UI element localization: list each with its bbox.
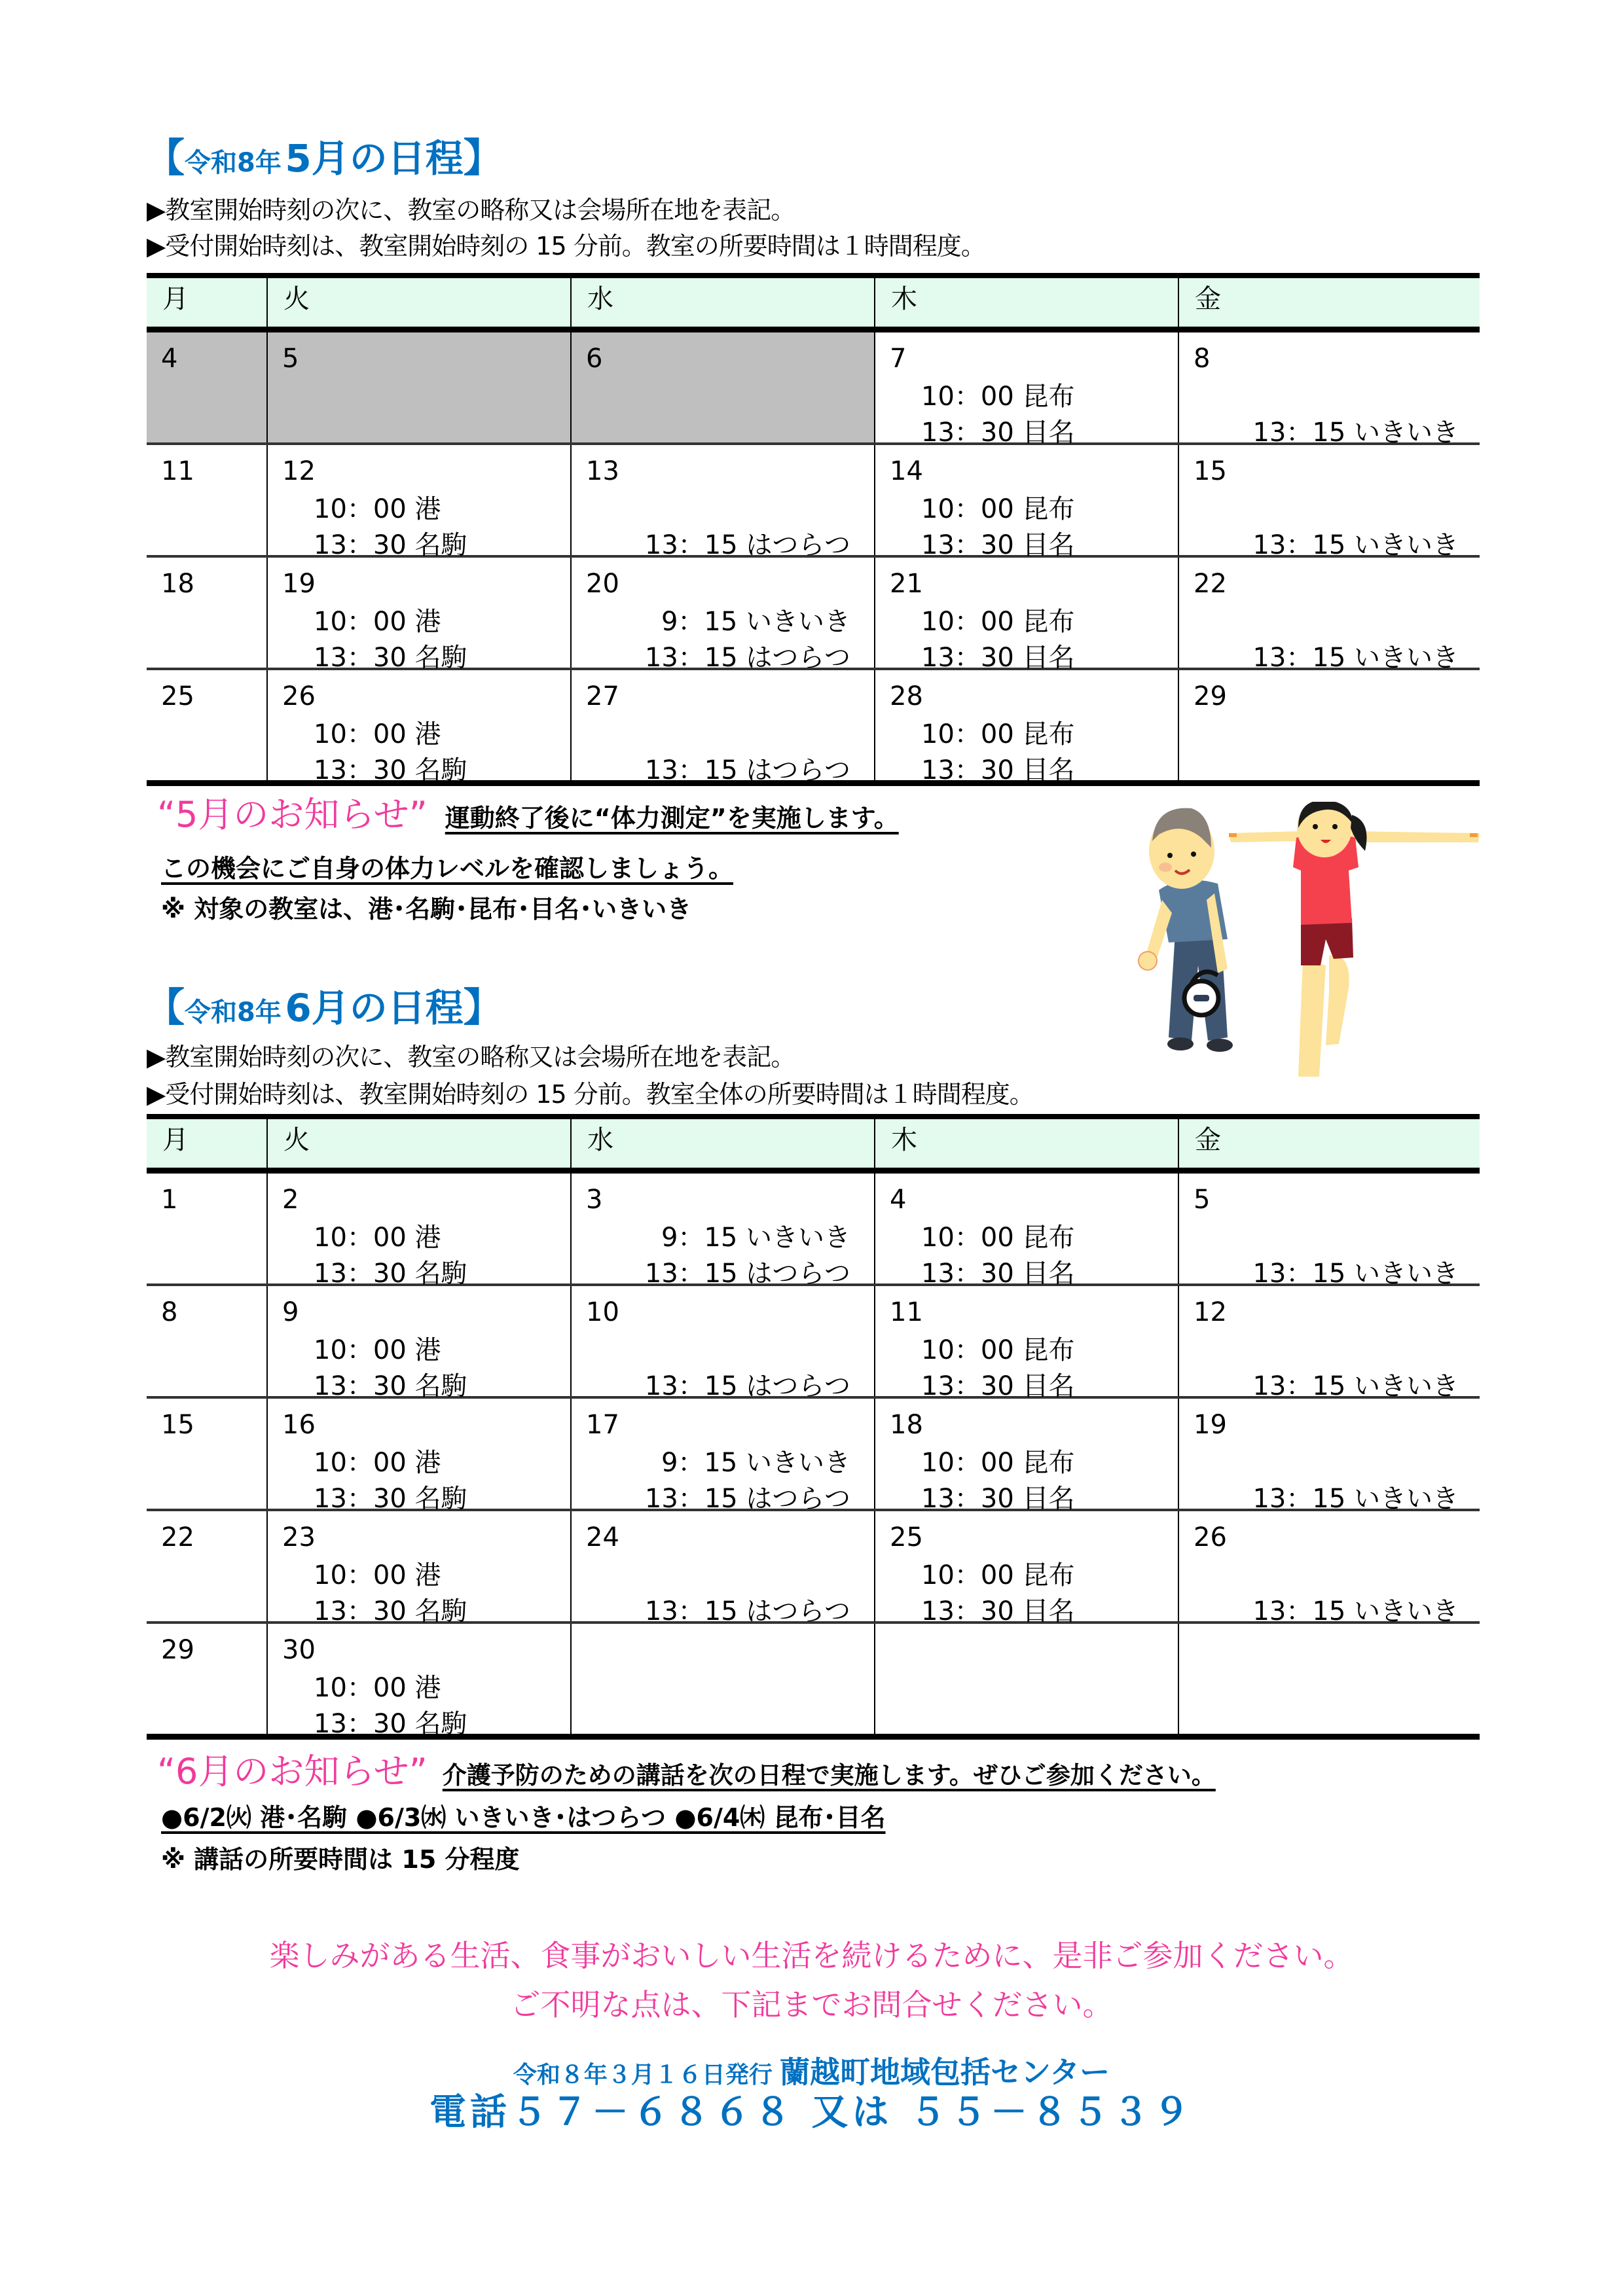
- event: 13：30 目名: [921, 1259, 1075, 1289]
- day-cell: [875, 1623, 1178, 1737]
- week-row: [147, 444, 1480, 556]
- day-number: 12: [282, 456, 316, 486]
- june-note-2: ▶受付開始時刻は、教室開始時刻の 15 分前。教室全体の所要時間は１時間程度。: [147, 1080, 1034, 1109]
- event: 9：15 いきいき: [661, 607, 850, 637]
- day-cell: [267, 556, 571, 673]
- day-cell: [571, 1285, 875, 1401]
- event: 13：15 はつらつ: [644, 1259, 850, 1289]
- day-cell: [1178, 1397, 1480, 1514]
- event: 10：00 昆布: [921, 719, 1075, 749]
- may-title: [145, 135, 503, 181]
- week-row: [147, 1510, 1480, 1623]
- day-cell: [147, 556, 267, 669]
- event: 13：30 名駒: [314, 1371, 467, 1401]
- event: 10：00 港: [314, 1448, 441, 1478]
- day-cell: [875, 669, 1178, 783]
- event: 10：00 港: [314, 1223, 441, 1253]
- woman-balance-icon: [1229, 802, 1480, 1077]
- event: 13：30 目名: [921, 530, 1075, 560]
- june-notice-line1: 介護予防のための講話を次の日程で実施します。ぜひご参加ください。: [442, 1761, 1216, 1789]
- bracket-close: 】: [463, 985, 503, 1031]
- day-number: 17: [586, 1410, 619, 1440]
- day-cell: [147, 1285, 267, 1397]
- day-cell: [267, 330, 571, 444]
- event: 10：00 港: [314, 607, 441, 637]
- day-cell: [875, 556, 1178, 673]
- event: 13：30 名駒: [314, 1259, 467, 1289]
- day-cell: [1178, 1171, 1480, 1289]
- day-cell: [1178, 1285, 1480, 1401]
- day-number: 25: [890, 1522, 923, 1552]
- day-cell: [1178, 556, 1480, 673]
- week-row: [147, 1171, 1480, 1285]
- event: 10：00 昆布: [921, 382, 1075, 412]
- day-number: 21: [890, 569, 923, 599]
- week-row: [147, 1397, 1480, 1510]
- calendar-header-row: [147, 276, 1480, 330]
- day-cell: [267, 669, 571, 783]
- day-number: 18: [890, 1410, 923, 1440]
- event: 10：00 昆布: [921, 1335, 1075, 1365]
- day-number: 28: [890, 681, 923, 711]
- june-title: [145, 985, 503, 1031]
- may-note-2: ▶受付開始時刻は、教室開始時刻の 15 分前。教室の所要時間は１時間程度。: [147, 232, 985, 260]
- event: 13：15 はつらつ: [644, 530, 850, 560]
- event: 13：30 目名: [921, 418, 1075, 448]
- event: 13：15 いきいき: [1252, 1484, 1459, 1514]
- day-number: 8: [1194, 344, 1211, 374]
- header-fri: 金: [1178, 1117, 1480, 1171]
- day-number: 5: [1194, 1185, 1211, 1215]
- event: 10：00 港: [314, 719, 441, 749]
- day-number: 14: [890, 456, 923, 486]
- day-number: 19: [1194, 1410, 1227, 1440]
- day-cell: [571, 1171, 875, 1289]
- day-cell: [875, 330, 1178, 448]
- event: 10：00 港: [314, 1560, 441, 1590]
- event: 13：30 目名: [921, 1596, 1075, 1626]
- title-era: 令和8年: [185, 148, 282, 178]
- event: 13：30 名駒: [314, 1484, 467, 1514]
- day-cell: [875, 1171, 1178, 1289]
- event: 10：00 港: [314, 1335, 441, 1365]
- day-cell: [147, 1171, 267, 1285]
- day-cell: [1178, 330, 1480, 448]
- day-number: 29: [1194, 681, 1227, 711]
- day-number: 25: [161, 681, 194, 711]
- issued-date: 令和８年３月１６日発行: [513, 2062, 773, 2089]
- header-fri: 金: [1178, 276, 1480, 330]
- event: 10：00 昆布: [921, 1448, 1075, 1478]
- header-thu: 木: [875, 276, 1178, 330]
- day-cell: [267, 1623, 571, 1737]
- week-row: [147, 330, 1480, 444]
- day-cell: [571, 330, 875, 444]
- title-month: 5月の日程: [285, 136, 464, 181]
- may-notice-heading: “5月のお知らせ”: [157, 794, 428, 835]
- header-mon: 月: [147, 1117, 267, 1171]
- event: 13：15 いきいき: [1252, 1596, 1459, 1626]
- day-number: 9: [282, 1297, 299, 1327]
- day-cell: [267, 1397, 571, 1514]
- event: 13：30 目名: [921, 643, 1075, 673]
- may-notice-line3: ※ 対象の教室は、港･名駒･昆布･目名･いきいき: [161, 895, 692, 924]
- header-tue: 火: [267, 1117, 571, 1171]
- footer-message-2: ご不明な点は、下記までお問合せください。: [510, 1987, 1113, 2022]
- day-cell: [147, 330, 267, 444]
- event: 13：15 いきいき: [1252, 1259, 1459, 1289]
- event: 10：00 昆布: [921, 1223, 1075, 1253]
- day-cell: [875, 444, 1178, 560]
- june-note-1: ▶教室開始時刻の次に、教室の略称又は会場所在地を表記。: [147, 1043, 795, 1071]
- day-number: 15: [161, 1410, 194, 1440]
- june-calendar: [147, 1114, 1480, 1740]
- day-cell: [147, 1510, 267, 1623]
- day-number: 15: [1194, 456, 1227, 486]
- week-row: [147, 556, 1480, 669]
- june-notice-line2: ●6/2㈫ 港･名駒 ●6/3㈬ いきいき･はつらつ ●6/4㈭ 昆布･目名: [161, 1803, 886, 1832]
- title-era: 令和8年: [185, 997, 282, 1028]
- day-number: 26: [282, 681, 316, 711]
- day-number: 20: [586, 569, 619, 599]
- day-cell: [875, 1510, 1178, 1626]
- event: 13：30 目名: [921, 755, 1075, 785]
- may-notice-line1: 運動終了後に“体力測定”を実施します。: [445, 804, 899, 833]
- event: 13：30 名駒: [314, 1596, 467, 1626]
- header-wed: 水: [571, 276, 875, 330]
- event: 13：30 目名: [921, 1484, 1075, 1514]
- june-notice-line3: ※ 講話の所要時間は 15 分程度: [161, 1845, 520, 1874]
- day-number: 4: [890, 1185, 907, 1215]
- day-number: 8: [161, 1297, 178, 1327]
- day-cell: [571, 1397, 875, 1514]
- day-cell: [147, 669, 267, 783]
- day-number: 12: [1194, 1297, 1227, 1327]
- day-number: 22: [161, 1522, 194, 1552]
- event: 13：15 いきいき: [1252, 418, 1459, 448]
- organization-name: 蘭越町地域包括センター: [779, 2054, 1110, 2090]
- may-calendar: [147, 273, 1480, 786]
- day-cell: [267, 1171, 571, 1289]
- day-number: 19: [282, 569, 316, 599]
- day-cell: [1178, 1510, 1480, 1626]
- elderly-man-kettlebell-icon: [1139, 808, 1233, 1052]
- event: 13：15 はつらつ: [644, 1484, 850, 1514]
- day-number: 22: [1194, 569, 1227, 599]
- header-thu: 木: [875, 1117, 1178, 1171]
- event: 13：15 いきいき: [1252, 530, 1459, 560]
- day-number: 27: [586, 681, 619, 711]
- week-row: [147, 1285, 1480, 1397]
- bracket-open: 【: [145, 135, 185, 181]
- event: 13：30 名駒: [314, 1709, 467, 1739]
- day-number: 10: [586, 1297, 619, 1327]
- day-number: 6: [586, 344, 603, 374]
- day-cell: [875, 1285, 1178, 1401]
- event: 13：30 目名: [921, 1371, 1075, 1401]
- day-number: 5: [282, 344, 299, 374]
- event: 13：15 はつらつ: [644, 1596, 850, 1626]
- event: 10：00 昆布: [921, 607, 1075, 637]
- week-row: [147, 1623, 1480, 1737]
- footer-message-1: 楽しみがある生活、食事がおいしい生活を続けるために、是非ご参加ください。: [269, 1938, 1354, 1973]
- day-number: 3: [586, 1185, 603, 1215]
- day-cell: [571, 556, 875, 673]
- event: 13：30 名駒: [314, 755, 467, 785]
- day-cell: [1178, 669, 1480, 783]
- footer-issuer: [0, 2054, 1623, 2090]
- day-number: 29: [161, 1635, 194, 1665]
- bracket-open: 【: [145, 985, 185, 1031]
- may-note-1: ▶教室開始時刻の次に、教室の略称又は会場所在地を表記。: [147, 196, 795, 224]
- event: 9：15 いきいき: [661, 1223, 850, 1253]
- event: 10：00 昆布: [921, 1560, 1075, 1590]
- event: 13：15 はつらつ: [644, 643, 850, 673]
- day-cell: [571, 669, 875, 783]
- header-wed: 水: [571, 1117, 875, 1171]
- day-number: 23: [282, 1522, 316, 1552]
- day-number: 11: [161, 456, 194, 486]
- calendar-header-row: [147, 1117, 1480, 1171]
- may-notice-line2: この機会にご自身の体力レベルを確認しましょう。: [161, 854, 734, 883]
- june-notice-heading: “6月のお知らせ”: [157, 1751, 428, 1792]
- day-cell: [571, 444, 875, 560]
- day-cell: [571, 1623, 875, 1737]
- footer-phone: 電話５７－６８６８ 又は ５５－８５３９: [429, 2091, 1194, 2134]
- title-month: 6月の日程: [285, 986, 464, 1030]
- day-number: 26: [1194, 1522, 1227, 1552]
- event: 10：00 港: [314, 1673, 441, 1703]
- day-cell: [147, 1397, 267, 1510]
- day-cell: [267, 1285, 571, 1401]
- event: 13：30 名駒: [314, 530, 467, 560]
- event: 13：15 はつらつ: [644, 1371, 850, 1401]
- day-cell: [1178, 1623, 1480, 1737]
- day-number: 11: [890, 1297, 923, 1327]
- week-row: [147, 669, 1480, 783]
- day-number: 13: [586, 456, 619, 486]
- day-number: 30: [282, 1635, 316, 1665]
- header-tue: 火: [267, 276, 571, 330]
- header-mon: 月: [147, 276, 267, 330]
- event: 10：00 昆布: [921, 494, 1075, 524]
- day-number: 4: [161, 344, 178, 374]
- day-number: 18: [161, 569, 194, 599]
- day-number: 2: [282, 1185, 299, 1215]
- event: 9：15 いきいき: [661, 1448, 850, 1478]
- may-notice-row1: [157, 794, 899, 835]
- day-cell: [267, 444, 571, 560]
- day-cell: [1178, 444, 1480, 560]
- day-number: 7: [890, 344, 907, 374]
- day-cell: [571, 1510, 875, 1626]
- day-cell: [267, 1510, 571, 1626]
- day-number: 16: [282, 1410, 316, 1440]
- day-cell: [147, 444, 267, 556]
- day-number: 24: [586, 1522, 619, 1552]
- event: 13：30 名駒: [314, 643, 467, 673]
- event: 13：15 はつらつ: [644, 755, 850, 785]
- event: 13：15 いきいき: [1252, 643, 1459, 673]
- event: 13：15 いきいき: [1252, 1371, 1459, 1401]
- day-cell: [147, 1623, 267, 1737]
- bracket-close: 】: [463, 135, 503, 181]
- exercise-illustration: [1129, 802, 1483, 1086]
- event: 10：00 港: [314, 494, 441, 524]
- june-notice-row1: [157, 1751, 1216, 1792]
- day-cell: [875, 1397, 1178, 1514]
- day-number: 1: [161, 1185, 178, 1215]
